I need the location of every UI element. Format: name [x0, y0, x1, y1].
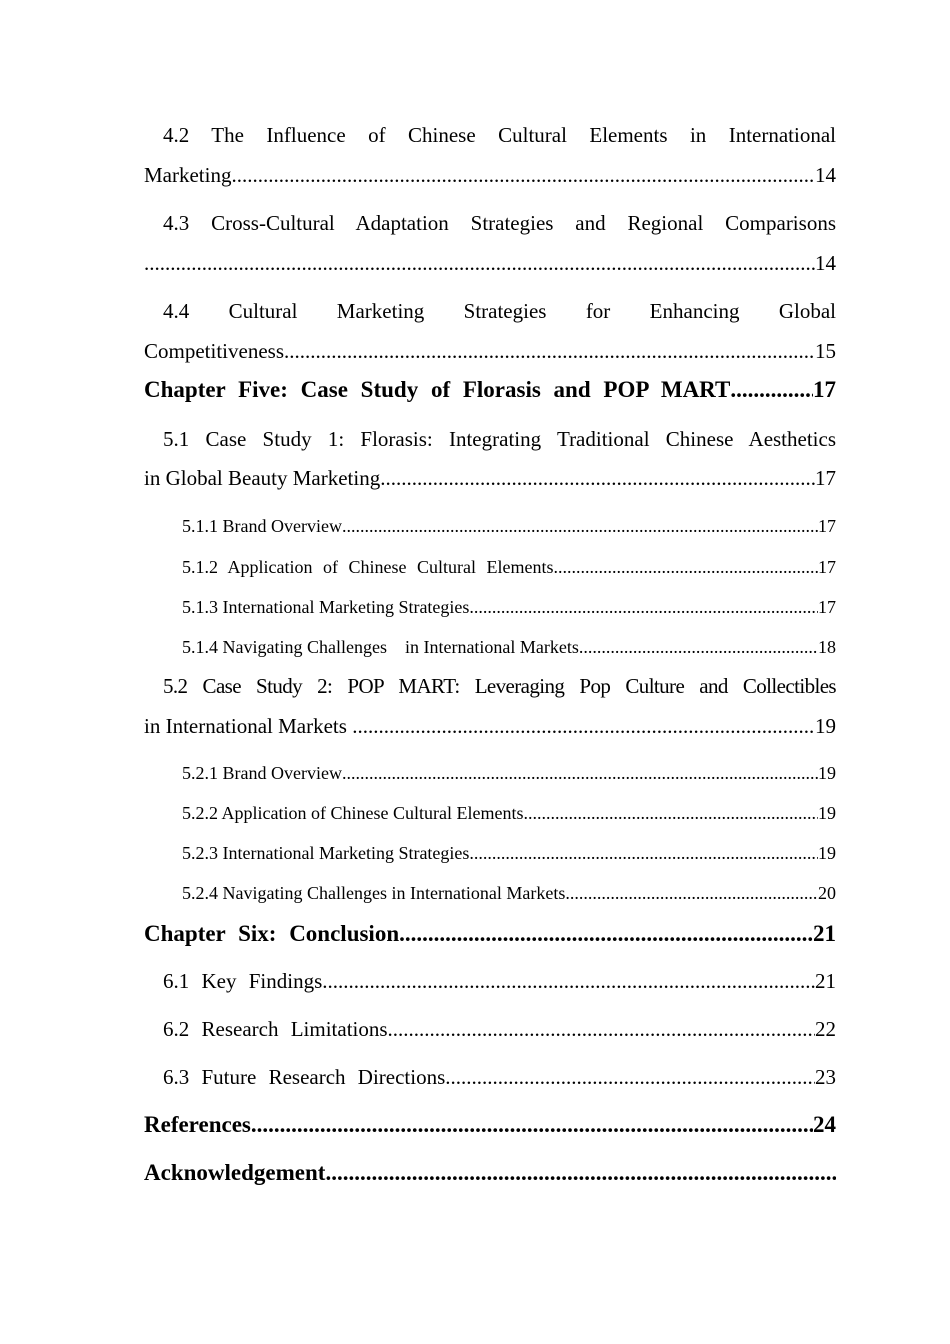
toc-entry-5-1-2[interactable]	[182, 552, 836, 582]
toc-entry-4-2-line1[interactable]: 4.2 The Influence of Chinese Cultural Elements in International	[163, 123, 836, 147]
toc-entry-5-1-line2[interactable]	[144, 463, 836, 493]
toc-entry-title: 5.2.2 Application of Chinese Cultural Elements	[182, 803, 524, 823]
toc-entry-5-1-1[interactable]	[182, 511, 836, 541]
toc-entry-5-2-line1[interactable]: 5.2 Case Study 2: POP MART: Leveraging Pop Culture and Collectibles	[163, 674, 836, 698]
toc-entry-4-4-line1[interactable]: 4.4 Cultural Marketing Strategies for Enhancing Global	[163, 299, 836, 323]
leader-dots	[144, 248, 815, 278]
page-number: 15	[815, 339, 836, 363]
toc-entry-title: 5.1.2 Application of Chinese Cultural Elements	[182, 557, 554, 577]
leader-dots	[251, 1110, 813, 1140]
page-number: 21	[813, 921, 836, 946]
toc-entry-title: Marketing	[144, 163, 232, 187]
leader-dots	[342, 511, 818, 541]
page-number: 14	[815, 251, 836, 275]
toc-chapter-5[interactable]	[144, 375, 836, 405]
page-number: 14	[815, 163, 836, 187]
leader-dots	[579, 632, 818, 662]
page-number: 17	[815, 466, 836, 490]
toc-entry-title: in International Markets	[144, 714, 353, 738]
page-number: 17	[818, 516, 836, 536]
leader-dots	[322, 966, 815, 996]
toc-entry-5-2-1[interactable]	[182, 758, 836, 788]
toc-entry-title: Chapter Five: Case Study of Florasis and POP MART	[144, 377, 731, 402]
page-number: 17	[818, 597, 836, 617]
toc-entry-6-3[interactable]	[163, 1062, 836, 1092]
leader-dots	[399, 919, 813, 949]
toc-entry-title: 6.2 Research Limitations	[163, 1017, 388, 1041]
toc-entry-5-2-2[interactable]	[182, 798, 836, 828]
toc-entry-5-1-line1[interactable]: 5.1 Case Study 1: Florasis: Integrating Traditional Chinese Aesthetics	[163, 427, 836, 451]
page-number: 18	[818, 637, 836, 657]
toc-entry-6-2[interactable]	[163, 1014, 836, 1044]
toc-entry-title: 5.1.4 Navigating Challenges in International Markets	[182, 637, 579, 657]
leader-dots	[469, 592, 818, 622]
page-number: 23	[815, 1065, 836, 1089]
toc-entry-title: in Global Beauty Marketing	[144, 466, 381, 490]
toc-entry-title: 5.1.3 International Marketing Strategies	[182, 597, 470, 617]
toc-entry-title: 6.1 Key Findings	[163, 969, 323, 993]
toc-entry-title: 5.2.3 International Marketing Strategies	[182, 843, 470, 863]
toc-entry-title: 6.3 Future Research Directions	[163, 1065, 446, 1089]
page-number: 24	[813, 1112, 836, 1137]
toc-entry-5-2-3[interactable]	[182, 838, 836, 868]
toc-entry-4-3-line1[interactable]: 4.3 Cross-Cultural Adaptation Strategies and Regional Comparisons	[163, 211, 836, 235]
page-number: 19	[818, 843, 836, 863]
leader-dots	[469, 838, 818, 868]
leader-dots	[325, 1158, 836, 1188]
toc-acknowledgement[interactable]	[144, 1158, 836, 1188]
leader-dots	[352, 711, 815, 741]
leader-dots	[284, 336, 815, 366]
toc-entry-title: References	[144, 1112, 251, 1137]
toc-entry-title: Competitiveness	[144, 339, 284, 363]
page-number: 19	[815, 714, 836, 738]
toc-entry-title: 5.2.4 Navigating Challenges in International Markets	[182, 883, 566, 903]
page-number: 21	[815, 969, 836, 993]
leader-dots	[342, 758, 818, 788]
leader-dots	[445, 1062, 815, 1092]
toc-entry-title: Chapter Six: Conclusion	[144, 921, 400, 946]
leader-dots	[553, 552, 818, 582]
toc-entry-4-4-line2[interactable]	[144, 336, 836, 366]
toc-entry-4-3-line2[interactable]	[144, 248, 836, 278]
toc-entry-5-1-4[interactable]	[182, 632, 836, 662]
page-number: 17	[818, 557, 836, 577]
toc-entry-5-1-3[interactable]	[182, 592, 836, 622]
leader-dots	[231, 160, 815, 190]
toc-chapter-6[interactable]	[144, 919, 836, 949]
leader-dots	[523, 798, 818, 828]
toc-entry-6-1[interactable]	[163, 966, 836, 996]
toc-entry-4-2-line2[interactable]	[144, 160, 836, 190]
toc-entry-title: Acknowledgement	[144, 1160, 326, 1185]
page-number: 19	[818, 763, 836, 783]
page-number: 17	[813, 377, 836, 402]
leader-dots	[730, 375, 813, 405]
toc-entry-5-2-4[interactable]	[182, 878, 836, 908]
toc-entry-title: 5.2.1 Brand Overview	[182, 763, 342, 783]
toc-entry-5-2-line2[interactable]	[144, 711, 836, 741]
leader-dots	[388, 1014, 815, 1044]
toc-references[interactable]	[144, 1110, 836, 1140]
leader-dots	[565, 878, 818, 908]
page-number: 19	[818, 803, 836, 823]
toc-entry-title: 5.1.1 Brand Overview	[182, 516, 342, 536]
page-number: 20	[818, 883, 836, 903]
leader-dots	[380, 463, 815, 493]
page-number: 22	[815, 1017, 836, 1041]
